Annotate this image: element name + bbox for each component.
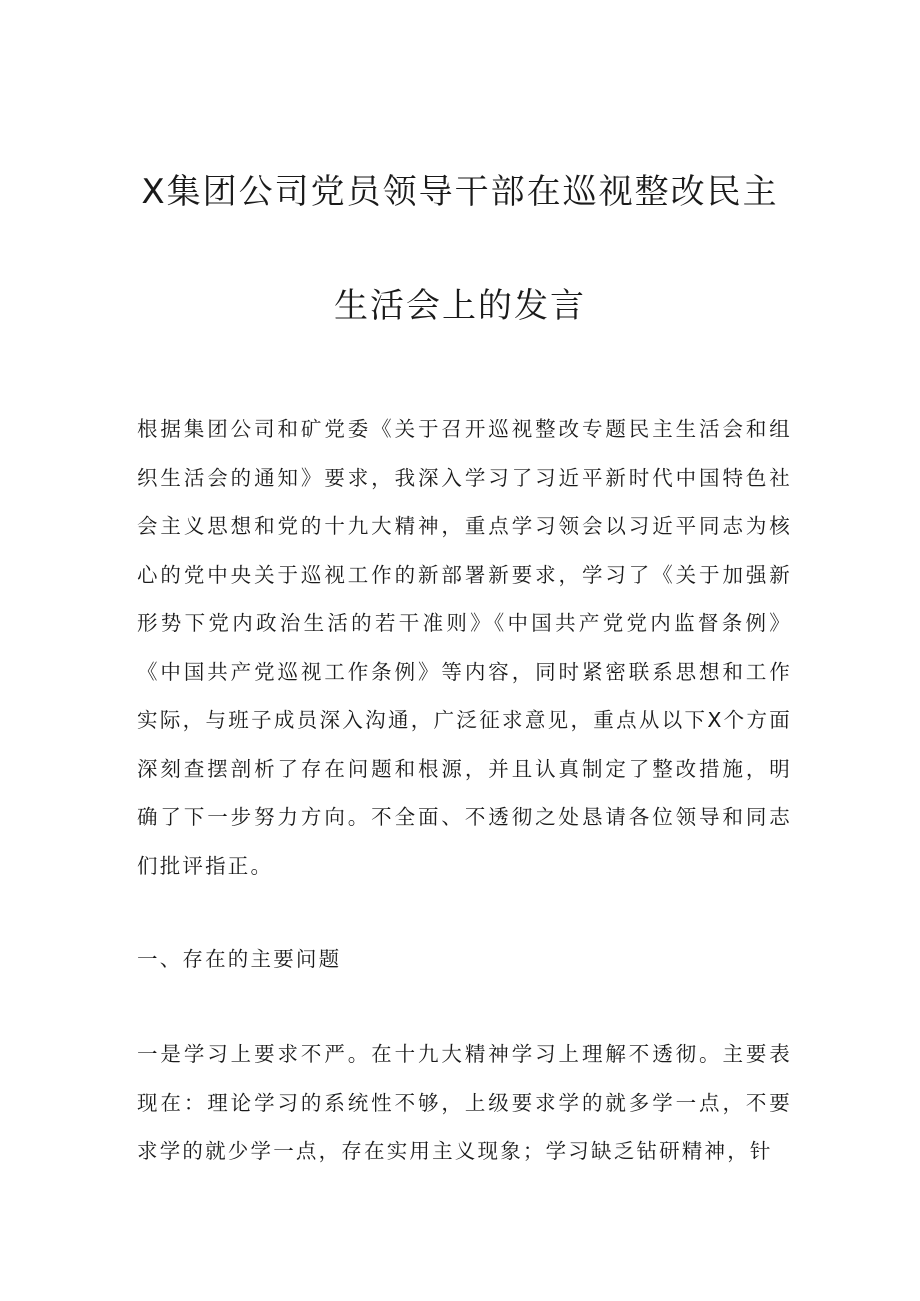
document-title-line-1: X集团公司党员领导干部在巡视整改民主 — [141, 172, 779, 212]
problem-paragraph-1: 一是学习上要求不严。在十九大精神学习上理解不透彻。主要表现在：理论学习的系统性不够，上级要求学的就多学一点，不要求学的就少学一点，存在实用主义现象；学习缺乏钻研精神，针 — [137, 1042, 792, 1163]
section-heading-main-problems: 一、存在的主要问题 — [137, 947, 342, 971]
document-title-line-2: 生活会上的发言 — [334, 286, 586, 326]
intro-paragraph: 根据集团公司和矿党委《关于召开巡视整改专题民主生活会和组织生活会的通知》要求，我深入学习了习近平新时代中国特色社会主义思想和党的十九大精神，重点学习领会以习近平同志为核心的党中央关于巡视工作的新部署新要求，学习了《关于加强新形势下党内政治生活的若干准则》《中国共产党党内监督条例》《中国共产党巡视工作条例》等内容，同时紧密联系思想和工作实际，与班子成员深入沟通，广泛征求意见，重点从以下X个方面深刻查摆剖析了存在问题和根源，并且认真制定了整改措施，明确了下一步努力方向。不全面、不透彻之处恳请各位领导和同志们批评指正。 — [137, 417, 792, 878]
